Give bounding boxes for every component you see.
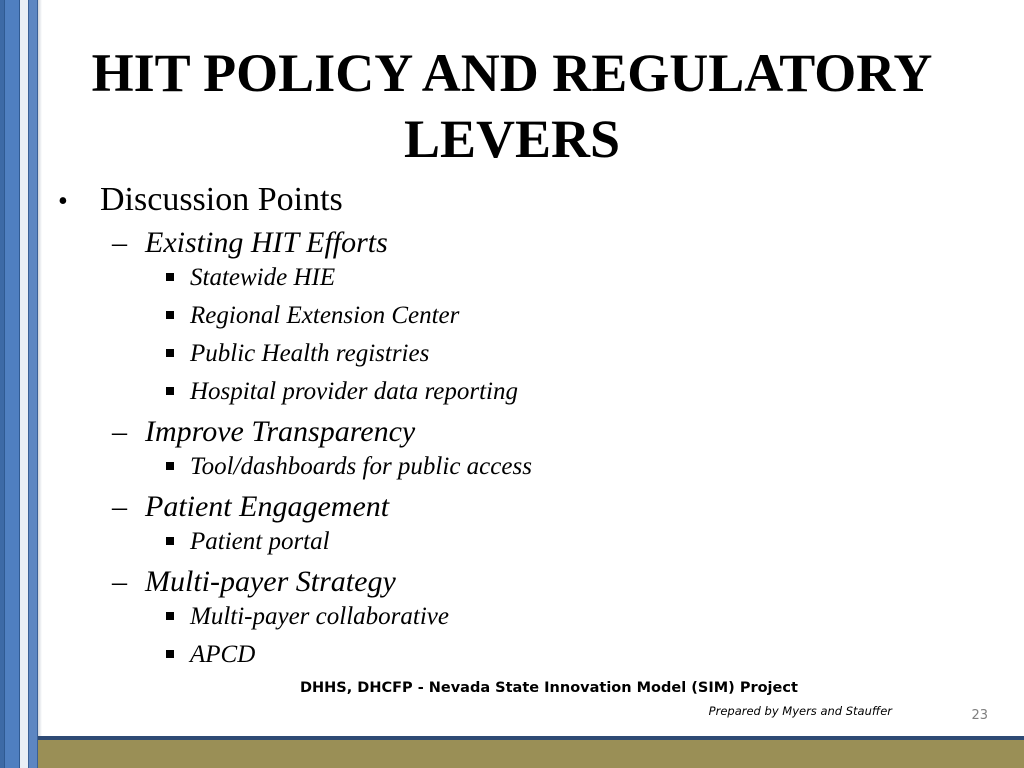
- footer-project: DHHS, DHCFP - Nevada State Innovation Model (SIM) Project: [300, 680, 798, 696]
- list-item-label: Patient portal: [190, 528, 330, 555]
- list-item-label: APCD: [190, 641, 256, 668]
- list-item: [166, 261, 958, 299]
- square-bullet-icon: [166, 450, 190, 484]
- section-multi-payer-strategy: [112, 563, 958, 600]
- left-accent-bar: [4, 0, 20, 768]
- list-item: [166, 375, 958, 413]
- list-item-label: Regional Extension Center: [190, 302, 460, 329]
- section-label: Patient Engagement: [145, 490, 390, 523]
- square-bullet-icon: [166, 337, 190, 371]
- list-item: [166, 638, 958, 676]
- left-accent-gap: [20, 0, 28, 768]
- dash-icon: –: [112, 565, 127, 598]
- square-bullet-icon: [166, 525, 190, 559]
- left-accent-shadow: [38, 0, 42, 768]
- page-number: 23: [971, 708, 988, 723]
- square-bullet-icon: [166, 261, 190, 295]
- footer-prepared-by: Prepared by Myers and Stauffer: [708, 704, 892, 718]
- section-existing-hit-efforts: [112, 224, 958, 261]
- list-item: [166, 337, 958, 375]
- square-bullet-icon: [166, 299, 190, 333]
- list-item: [166, 450, 958, 488]
- list-item: [166, 600, 958, 638]
- left-accent-bar: [28, 0, 38, 768]
- bullet-label: Discussion Points: [100, 181, 343, 218]
- slide-title: HIT POLICY AND REGULATORY LEVERS: [91, 43, 933, 169]
- dash-icon: –: [112, 226, 127, 259]
- section-label: Existing HIT Efforts: [145, 226, 388, 259]
- bullet-dot-icon: •: [58, 186, 68, 217]
- slide-body: [58, 178, 958, 676]
- list-item-label: Hospital provider data reporting: [190, 378, 519, 405]
- square-bullet-icon: [166, 600, 190, 634]
- list-item-label: Public Health registries: [190, 340, 430, 367]
- square-bullet-icon: [166, 638, 190, 672]
- list-item: [166, 525, 958, 563]
- bullet-discussion-points: [58, 178, 958, 224]
- list-item-label: Statewide HIE: [190, 264, 336, 291]
- section-label: Multi-payer Strategy: [145, 565, 396, 598]
- dash-icon: –: [112, 415, 127, 448]
- dash-icon: –: [112, 490, 127, 523]
- square-bullet-icon: [166, 375, 190, 409]
- list-item-label: Tool/dashboards for public access: [190, 453, 532, 480]
- section-patient-engagement: [112, 488, 958, 525]
- list-item: [166, 299, 958, 337]
- section-improve-transparency: [112, 413, 958, 450]
- section-label: Improve Transparency: [145, 415, 416, 448]
- bottom-band: [38, 740, 1024, 768]
- list-item-label: Multi-payer collaborative: [190, 603, 449, 630]
